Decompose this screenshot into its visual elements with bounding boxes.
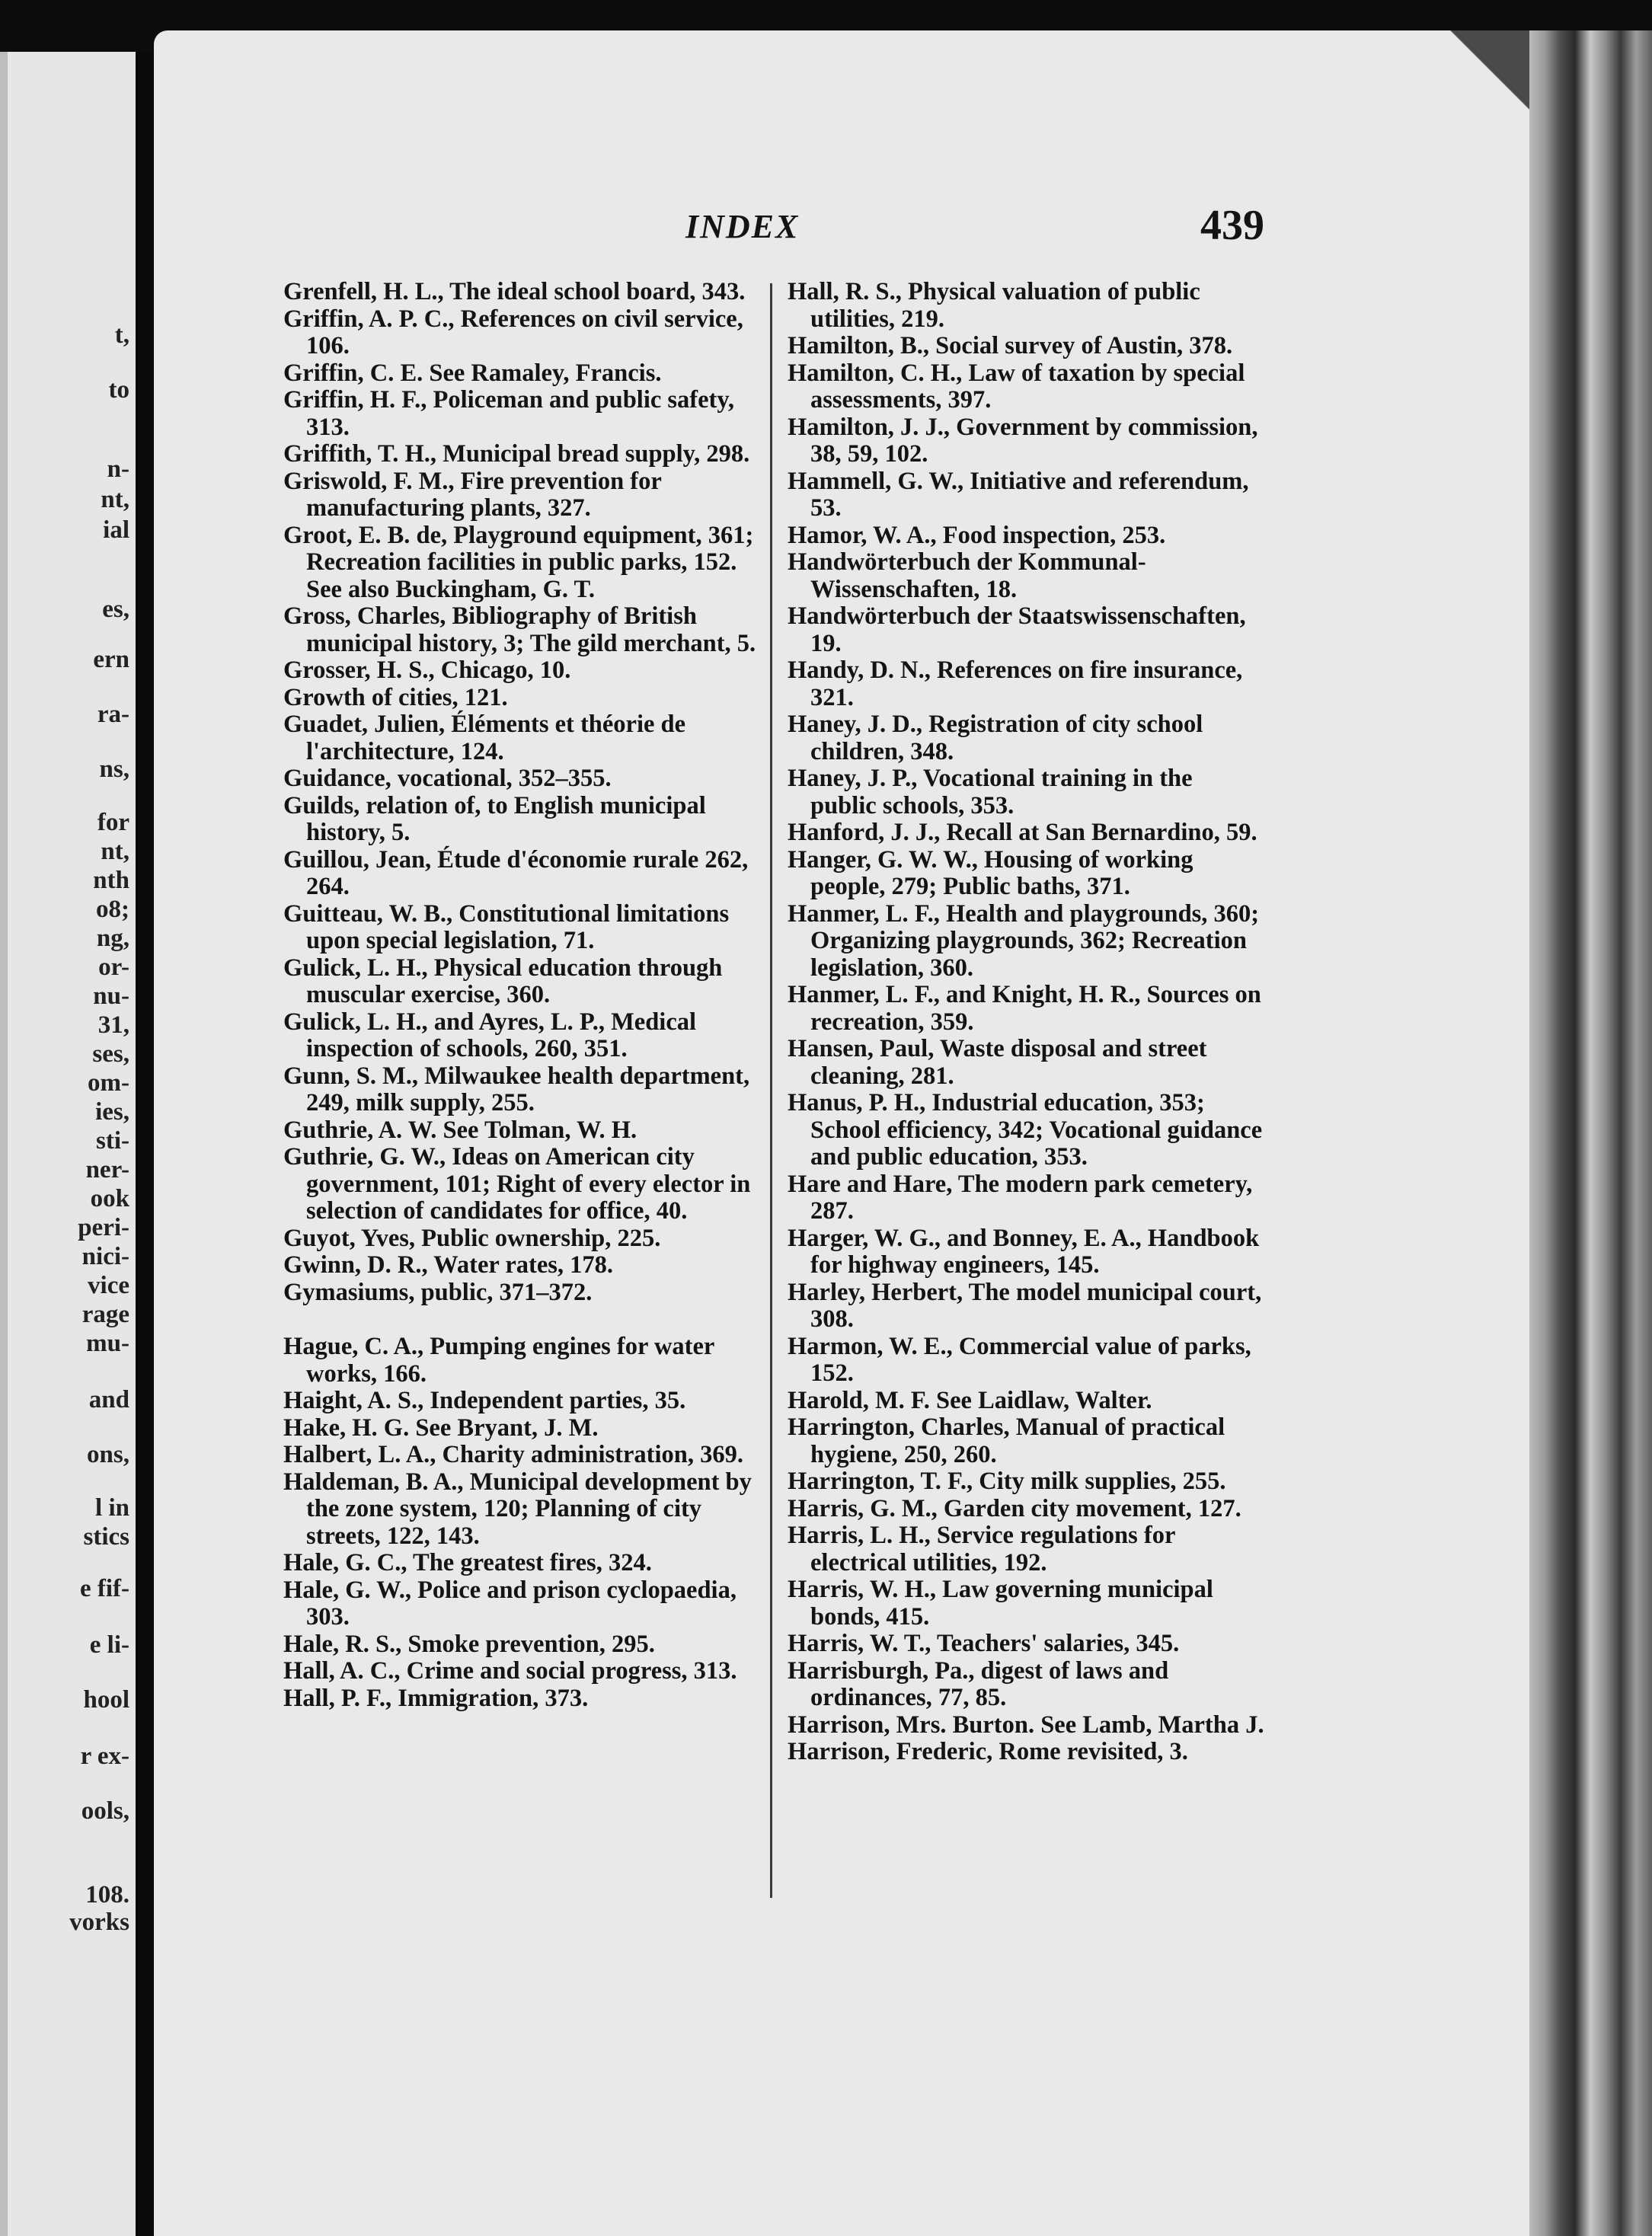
index-entry: Grenfell, H. L., The ideal school board, 343.: [283, 278, 746, 305]
facing-page-fragment: o8;: [96, 896, 129, 923]
index-entry: Harley, Herbert, The model municipal court, 308.: [788, 1278, 1262, 1333]
page-corner-shadow: [1447, 30, 1529, 122]
facing-page-fragment: hool: [83, 1686, 129, 1714]
index-entry: Hanford, J. J., Recall at San Bernardino, 59.: [788, 819, 1257, 846]
facing-page-fragment: t,: [114, 321, 129, 349]
index-entry: Guidance, vocational, 352–355.: [283, 765, 612, 792]
facing-page-edge: [0, 52, 136, 2236]
index-entry: Griffin, H. F., Policeman and public safety, 313.: [283, 386, 734, 441]
facing-page-fragment: n-: [107, 455, 129, 483]
index-entry: Guilds, relation of, to English municipal history, 5.: [283, 791, 706, 846]
index-entry: Hanmer, L. F., Health and playgrounds, 360; Organizing playgrounds, 362; Recreation legislation, 360.: [788, 899, 1260, 982]
index-entry: Guitteau, W. B., Constitutional limitations upon special legislation, 71.: [283, 899, 730, 954]
facing-page-fragment: or-: [98, 953, 129, 981]
index-entry: Gunn, S. M., Milwaukee health department, 249, milk supply, 255.: [283, 1062, 750, 1116]
index-entry: Harrison, Frederic, Rome revisited, 3.: [788, 1738, 1188, 1765]
index-entry: Hanmer, L. F., and Knight, H. R., Sources on recreation, 359.: [788, 981, 1261, 1036]
index-entry: Guyot, Yves, Public ownership, 225.: [283, 1224, 661, 1252]
facing-page-fragment: ns,: [99, 755, 129, 783]
index-entry: Haney, J. D., Registration of city school children, 348.: [788, 711, 1203, 765]
facing-page-fragment: om-: [88, 1069, 129, 1097]
page-number: 439: [1200, 202, 1264, 249]
index-entry: Hale, G. W., Police and prison cyclopaedia, 303.: [283, 1576, 737, 1631]
index-entry: Harris, G. M., Garden city movement, 127.: [788, 1494, 1241, 1522]
index-entry: Guthrie, G. W., Ideas on American city government, 101; Right of every elector in selection of candidates for office, 40.: [283, 1143, 751, 1225]
index-entry: Haney, J. P., Vocational training in the public schools, 353.: [788, 765, 1193, 819]
index-entry: Handy, D. N., References on fire insurance, 321.: [788, 656, 1243, 711]
facing-page-fragment: es,: [102, 596, 129, 623]
facing-page-fragment: to: [108, 376, 129, 404]
index-entry: Hanger, G. W. W., Housing of working people, 279; Public baths, 371.: [788, 845, 1193, 900]
page-stack-edge: [1529, 30, 1652, 2236]
facing-page-fragment: nu-: [93, 982, 129, 1010]
facing-page-fragment: 108.: [85, 1881, 129, 1909]
facing-page-fragment: e fif-: [79, 1575, 129, 1602]
facing-page-fragment: ial: [103, 516, 129, 544]
book-gutter: [136, 52, 154, 2236]
facing-page-fragment: sti-: [96, 1127, 129, 1155]
index-entry: Handwörterbuch der Kommunal-Wissenschaften, 18.: [788, 548, 1146, 603]
index-entry: Guthrie, A. W. See Tolman, W. H.: [283, 1116, 637, 1144]
facing-page-fragment: nth: [93, 867, 129, 894]
index-entry: Hague, C. A., Pumping engines for water works, 166.: [283, 1333, 714, 1388]
index-entry: Hamor, W. A., Food inspection, 253.: [788, 521, 1166, 549]
facing-page-fragment: ook: [90, 1185, 129, 1212]
index-entry: Harmon, W. E., Commercial value of parks, 152.: [788, 1332, 1251, 1387]
index-entry: Harrison, Mrs. Burton. See Lamb, Martha J.: [788, 1711, 1264, 1739]
index-entry: Handwörterbuch der Staatswissenschaften, 19.: [788, 602, 1246, 657]
facing-page-fragment: and: [88, 1386, 129, 1413]
facing-page-fragment: ng,: [96, 925, 129, 952]
facing-page-fragment: ons,: [87, 1441, 129, 1468]
index-entry: Griffin, A. P. C., References on civil service, 106.: [283, 305, 743, 359]
column-divider: [770, 283, 772, 1898]
index-column-left: [283, 279, 768, 1712]
index-entry: Guadet, Julien, Éléments et théorie de l'architecture, 124.: [283, 711, 686, 765]
index-entry: Haldeman, B. A., Municipal development by the zone system, 120; Planning of city streets, 122, 143.: [283, 1468, 752, 1550]
facing-page-fragment: peri-: [78, 1214, 129, 1241]
index-entry: Hale, R. S., Smoke prevention, 295.: [283, 1630, 655, 1658]
index-entry: Growth of cities, 121.: [283, 683, 508, 711]
index-entry: Griswold, F. M., Fire prevention for manufacturing plants, 327.: [283, 467, 662, 522]
index-entry: Hansen, Paul, Waste disposal and street cleaning, 281.: [788, 1035, 1207, 1090]
index-entry: Hamilton, C. H., Law of taxation by special assessments, 397.: [788, 359, 1245, 414]
facing-page-fragment: r ex-: [80, 1742, 129, 1770]
facing-page-fragment: e li-: [89, 1631, 129, 1659]
index-entry: Harrisburgh, Pa., digest of laws and ordinances, 77, 85.: [788, 1656, 1169, 1711]
facing-page-fragment: ses,: [92, 1040, 129, 1068]
index-entry: Hammell, G. W., Initiative and referendum, 53.: [788, 467, 1249, 522]
index-entry: Gymasiums, public, 371–372.: [283, 1278, 593, 1306]
index-entry: Grosser, H. S., Chicago, 10.: [283, 656, 571, 684]
index-entry: Harrington, T. F., City milk supplies, 255.: [788, 1468, 1226, 1495]
index-entry: Harris, W. T., Teachers' salaries, 345.: [788, 1630, 1180, 1657]
page-header: [685, 202, 1264, 260]
index-entry: Harger, W. G., and Bonney, E. A., Handbook for highway engineers, 145.: [788, 1224, 1260, 1279]
index-entry: Guillou, Jean, Étude d'économie rurale 262, 264.: [283, 845, 749, 900]
facing-page-fragment: ra-: [97, 701, 129, 728]
facing-page-fragment: stics: [83, 1523, 129, 1551]
facing-page-fragment: nt,: [101, 838, 129, 865]
index-entry: Griffin, C. E. See Ramaley, Francis.: [283, 359, 662, 387]
facing-page-fragment: vorks: [69, 1909, 129, 1936]
index-entry: Harris, L. H., Service regulations for electrical utilities, 192.: [788, 1522, 1175, 1576]
index-entry: Gwinn, D. R., Water rates, 178.: [283, 1251, 614, 1279]
index-column-right: [788, 279, 1264, 1766]
index-entry: Harold, M. F. See Laidlaw, Walter.: [788, 1386, 1152, 1414]
running-title: INDEX: [685, 208, 800, 245]
index-entry: Gross, Charles, Bibliography of British municipal history, 3; The gild merchant, 5.: [283, 602, 756, 657]
index-entry: Gulick, L. H., Physical education through muscular exercise, 360.: [283, 953, 723, 1008]
facing-page-fragment: ern: [93, 646, 129, 673]
facing-page-fragment: nici-: [81, 1243, 129, 1270]
facing-page-fragment: vice: [88, 1272, 129, 1299]
index-entry: Hamilton, J. J., Government by commission, 38, 59, 102.: [788, 413, 1258, 468]
index-entry: Hall, A. C., Crime and social progress, 313.: [283, 1657, 737, 1685]
index-entry: Hall, R. S., Physical valuation of public utilities, 219.: [788, 278, 1200, 333]
index-entry: Hare and Hare, The modern park cemetery, 287.: [788, 1170, 1253, 1225]
facing-page-fragment: 31,: [97, 1011, 129, 1039]
facing-page-fragment: rage: [81, 1301, 129, 1328]
facing-page-fragment: l in: [95, 1494, 129, 1522]
facing-page-fragment: ies,: [95, 1098, 129, 1126]
index-entry: Gulick, L. H., and Ayres, L. P., Medical inspection of schools, 260, 351.: [283, 1008, 697, 1062]
facing-page-fragment: ools,: [81, 1797, 129, 1825]
index-entry: Hake, H. G. See Bryant, J. M.: [283, 1413, 599, 1442]
index-entry: Hanus, P. H., Industrial education, 353; School efficiency, 342; Vocational guidance and public education, 353.: [788, 1089, 1263, 1171]
index-entry: Harris, W. H., Law governing municipal bonds, 415.: [788, 1576, 1213, 1631]
index-entry: Harrington, Charles, Manual of practical hygiene, 250, 260.: [788, 1413, 1225, 1468]
index-entry: Hall, P. F., Immigration, 373.: [283, 1684, 589, 1712]
facing-page-fragment: for: [97, 809, 129, 836]
index-entry: Hale, G. C., The greatest fires, 324.: [283, 1549, 652, 1576]
index-entry: Halbert, L. A., Charity administration, 369.: [283, 1441, 743, 1468]
index-entry: Griffith, T. H., Municipal bread supply, 298.: [283, 440, 750, 468]
facing-page-fragment: nt,: [101, 486, 129, 513]
index-entry: Groot, E. B. de, Playground equipment, 361; Recreation facilities in public parks, 152. See also Buckingham, G. T.: [283, 521, 754, 603]
index-entry: Haight, A. S., Independent parties, 35.: [283, 1387, 686, 1414]
index-entry: Hamilton, B., Social survey of Austin, 378.: [788, 332, 1233, 359]
facing-page-fragment: mu-: [86, 1330, 129, 1357]
facing-page-fragment: ner-: [85, 1156, 129, 1183]
